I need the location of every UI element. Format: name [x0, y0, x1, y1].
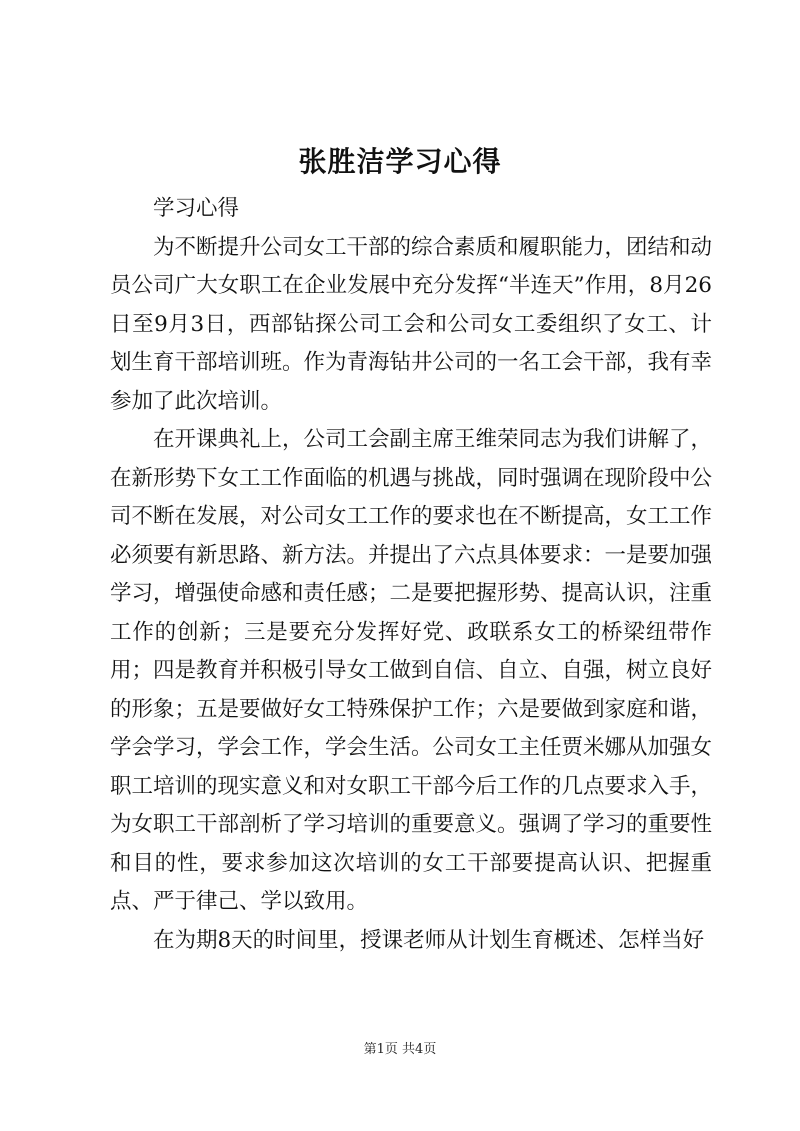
- paragraph-3: 在为期8天的时间里，授课老师从计划生育概述、怎样当好: [153, 927, 705, 953]
- paragraph-2: 在开课典礼上，公司工会副主席王维荣同志为我们讲解了，在新形势下女工工作面临的机遇与挑战，同时强调在现阶段中公司不断在发展，对公司女工工作的要求也在不断提高，女工工作必须要有新思路、新方法。并提出了六点具体要求：一是要加强学习，增强使命感和责任感；二是要把握形势、提高认识，注重工作的创新；三是要充分发挥好党、政联系女工的桥梁纽带作用；四是教育并积极引导女工做到自信、自立、自强，树立良好的形象；五是要做好女工特殊保护工作；六是要做到家庭和谐，学会学习，学会工作，学会生活。公司女工主任贾米娜从加强女职工培训的现实意义和对女职工干部今后工作的几点要求入手，为女职工干部剖析了学习培训的重要意义。强调了学习的重要性和目的性，要求参加这次培训的女工干部要提高认识、把握重点、严于律己、学以致用。: [110, 427, 713, 914]
- document-title: 张胜洁学习心得: [298, 145, 502, 178]
- section-heading: 学习心得: [153, 196, 240, 221]
- page-footer: 第1页 共4页: [363, 1042, 437, 1057]
- paragraph-1: 为不断提升公司女工干部的综合素质和履职能力，团结和动员公司广大女职工在企业发展中充分发挥“半连天”作用，8月26日至9月3日，西部钻探公司工会和公司女工委组织了女工、计划生育干部培训班。作为青海钻井公司的一名工会干部，我有幸参加了此次培训。: [110, 234, 713, 414]
- document-body: [110, 190, 712, 960]
